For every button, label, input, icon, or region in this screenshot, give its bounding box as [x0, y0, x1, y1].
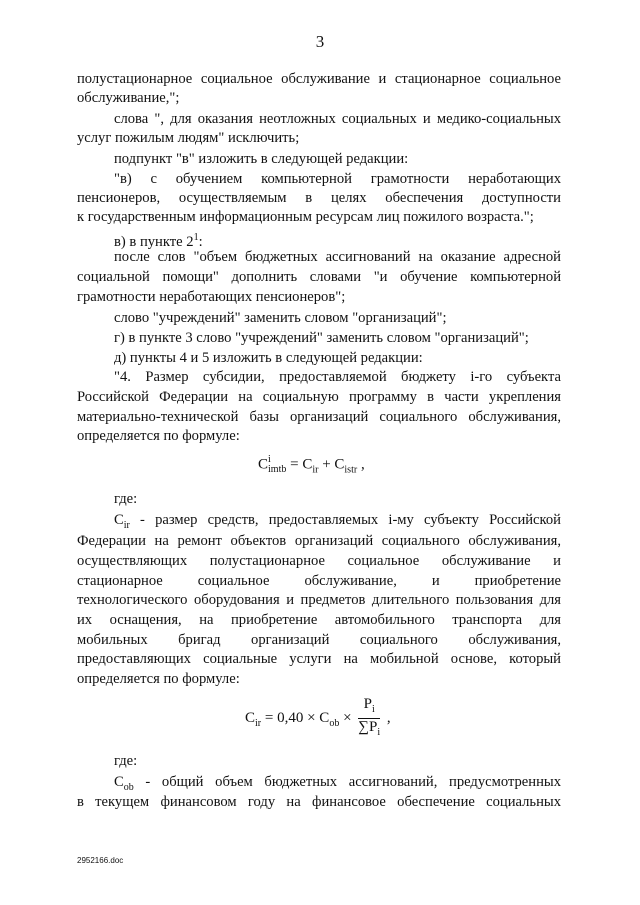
text-line: услуг пожилым людям" исключить; [77, 130, 300, 146]
text-line: их оснащения, на приобретение автомобильного транспорта для [77, 612, 561, 628]
text-line: к государственным информационным ресурсам лиц пожилого возраста."; [77, 209, 534, 225]
text-line: подпункт "в" изложить в следующей редакции: [114, 151, 409, 167]
formula-cir: $C_{ir} = 0,40 \times C_{ob}$ × $\frac{P_i}{\sum P_i}$ , [245, 696, 391, 741]
text-line: д) пункты 4 и 5 изложить в следующей редакции: [114, 350, 423, 366]
text-line: осуществляющих полустационарное социальное обслуживание и [77, 553, 561, 569]
text-line: в) в пункте $2^1$: [114, 232, 203, 250]
text-line: в текущем финансовом году на финансовое обеспечение социальных [77, 794, 561, 810]
c-ob-symbol: $C_{ob}$ [114, 774, 134, 793]
text-line: стационарное социальное обслуживание, и приобретение [77, 573, 561, 589]
formula-subsidy: C i imtb = $C_{ir} + C_{istr}$ , [258, 454, 365, 476]
text-line: мобильных бригад организаций социального обслуживания, [77, 632, 561, 648]
text-run: - размер средств, предоставляемых i-му субъекту Российской [129, 512, 561, 528]
text-line: "в) с обучением компьютерной грамотности неработающих [114, 171, 561, 187]
text-line: социальной помощи" дополнить словами "и обучение компьютерной [77, 269, 561, 285]
text-line: где: [114, 753, 138, 769]
text-line: материально-технической базы организаций социального обслуживания, [77, 409, 561, 425]
footer-filename: 2952166.doc [77, 856, 124, 865]
text-line: Федерации на ремонт объектов организаций социального обслуживания, [77, 533, 561, 549]
text-line: определяется по формуле: [77, 671, 240, 687]
superscript: 1 [193, 232, 199, 243]
text-run: - общий объем бюджетных ассигнований, предусмотренных [133, 774, 561, 790]
text-line: "4. Размер субсидии, предоставляемой бюджету i-го субъекта [114, 369, 561, 385]
text-line: г) в пункте 3 слово "учреждений" заменить словом "организаций"; [114, 330, 529, 346]
fraction: $\frac{P_i}{\sum P_i}$ [358, 696, 381, 738]
text-line: полустационарное социальное обслуживание и стационарное социальное [77, 71, 561, 87]
c-ir-symbol: $C_{ir}$ [114, 512, 130, 531]
text-line: Российской Федерации на социальную программу в части укрепления [77, 389, 561, 405]
text-line: обслуживание,"; [77, 90, 180, 106]
text-line: технологического оборудования и предметов длительного пользования для [77, 592, 561, 608]
text-line: слово "учреждений" заменить словом "организаций"; [114, 310, 447, 326]
text-line: где: [114, 491, 138, 507]
text-line: слова ", для оказания неотложных социальных и медико-социальных [114, 111, 561, 127]
text-line: определяется по формуле: [77, 428, 240, 444]
text-run: в) в пункте 2 [114, 233, 194, 250]
text-line: грамотности неработающих пенсионеров"; [77, 289, 346, 305]
text-line: предоставляющих социальные услуги на мобильной основе, который [77, 651, 561, 667]
page-number: 3 [315, 32, 325, 51]
text-line: пенсионеров, осуществляемым в целях обеспечения доступности [77, 190, 561, 206]
text-line: после слов "объем бюджетных ассигнований на оказание адресной [114, 249, 561, 265]
